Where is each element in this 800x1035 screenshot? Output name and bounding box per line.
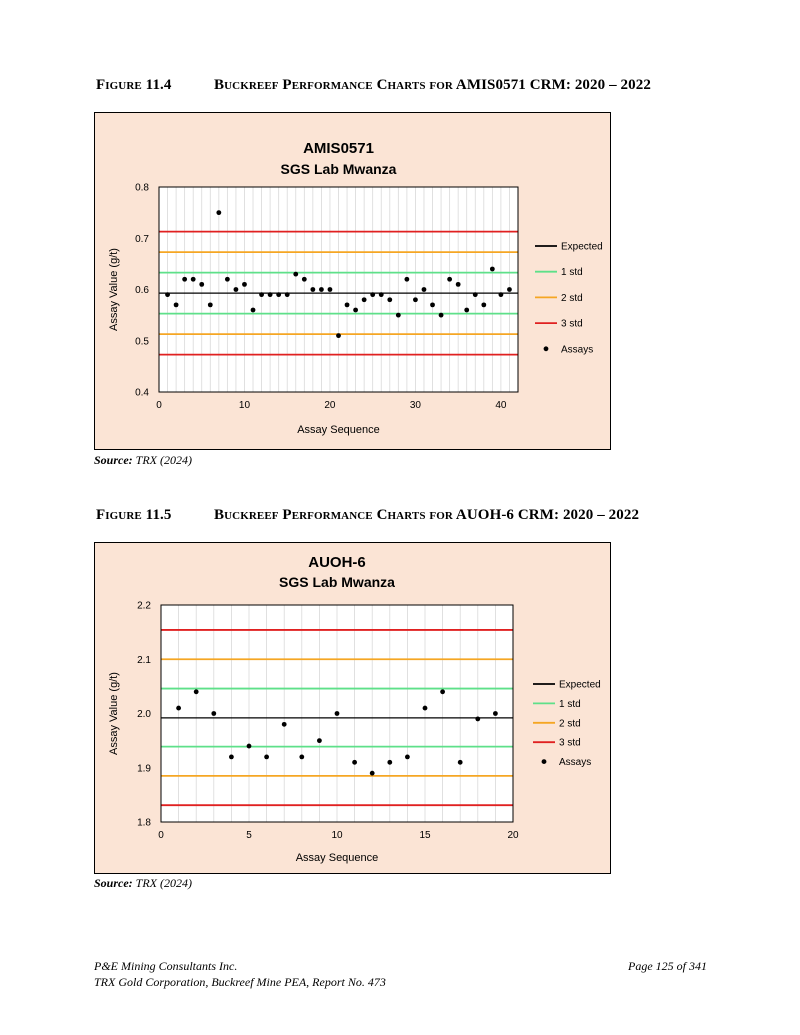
y-tick-label: 0.6 (135, 285, 149, 296)
chart-svg (95, 113, 612, 451)
data-point (473, 292, 478, 297)
data-point (208, 302, 213, 307)
y-tick-label: 0.8 (135, 182, 149, 194)
data-point (404, 277, 409, 282)
source-label: Source: (94, 453, 133, 467)
legend-label: 3 std (559, 737, 581, 749)
x-axis-label: Assay Sequence (295, 852, 379, 864)
data-point (405, 755, 410, 760)
data-point (422, 287, 427, 292)
legend-label: Expected (561, 241, 603, 253)
data-point (293, 272, 298, 277)
chart-subtitle: SGS Lab Mwanza (279, 574, 395, 590)
source-text: TRX (2024) (135, 453, 192, 467)
y-tick-label: 1.9 (137, 763, 151, 775)
x-tick-label: 20 (507, 830, 519, 841)
y-axis-label: Assay Value (g/t) (108, 672, 120, 755)
figure-title: Buckreef Performance Charts for AUOH-6 CRM: 2020 – 2022 (214, 507, 640, 523)
data-point (345, 302, 350, 307)
chart-svg (95, 543, 612, 875)
legend-label: 2 std (561, 292, 583, 304)
data-point (319, 287, 324, 292)
data-point (413, 297, 418, 302)
data-point (174, 302, 179, 307)
y-tick-label: 0.7 (135, 233, 149, 245)
data-point (242, 282, 247, 287)
x-tick-label: 40 (495, 400, 507, 411)
legend-swatch (542, 759, 547, 764)
data-point (353, 308, 358, 313)
data-point (176, 706, 181, 711)
y-tick-label: 2.2 (137, 600, 151, 612)
data-point (182, 277, 187, 282)
data-point (423, 706, 428, 711)
data-point (379, 292, 384, 297)
figure-caption-1 (96, 77, 651, 94)
y-axis-label: Assay Value (g/t) (108, 248, 120, 331)
source-note-2 (94, 876, 192, 891)
x-tick-label: 10 (331, 830, 343, 841)
legend-label: 2 std (559, 718, 581, 730)
data-point (225, 277, 230, 282)
data-point (396, 313, 401, 318)
legend-label: 1 std (561, 267, 583, 279)
data-point (499, 292, 504, 297)
data-point (302, 277, 307, 282)
data-point (352, 760, 357, 765)
legend-swatch (544, 346, 549, 351)
legend-label: Expected (559, 679, 601, 691)
figure-number: Figure 11.5 (96, 507, 172, 523)
footer-report: TRX Gold Corporation, Buckreef Mine PEA, Report No. 473 (94, 975, 386, 989)
data-point (362, 297, 367, 302)
y-tick-label: 2.0 (137, 709, 151, 720)
data-point (447, 277, 452, 282)
data-point (481, 302, 486, 307)
data-point (194, 689, 199, 694)
data-point (229, 755, 234, 760)
x-tick-label: 30 (409, 400, 421, 411)
data-point (439, 313, 444, 318)
figure-number: Figure 11.4 (96, 77, 172, 93)
data-point (299, 755, 304, 760)
data-point (328, 287, 333, 292)
y-tick-label: 0.4 (135, 387, 149, 399)
data-point (387, 760, 392, 765)
y-tick-label: 0.5 (135, 336, 149, 348)
data-point (440, 689, 445, 694)
data-point (211, 711, 216, 716)
data-point (464, 308, 469, 313)
chart-title: AUOH-6 (308, 554, 366, 571)
data-point (490, 267, 495, 272)
data-point (165, 292, 170, 297)
data-point (191, 277, 196, 282)
data-point (234, 287, 239, 292)
data-point (336, 333, 341, 338)
y-tick-label: 1.8 (137, 817, 151, 829)
legend-label: 1 std (559, 698, 581, 710)
source-text: TRX (2024) (135, 876, 192, 890)
footer-company: P&E Mining Consultants Inc. (94, 959, 238, 973)
data-point (199, 282, 204, 287)
data-point (259, 292, 264, 297)
data-point (456, 282, 461, 287)
data-point (276, 292, 281, 297)
figure-caption-2 (96, 507, 639, 524)
data-point (317, 738, 322, 743)
chart-auoh6 (94, 542, 611, 874)
x-tick-label: 0 (158, 830, 164, 841)
data-point (475, 717, 480, 722)
x-tick-label: 10 (238, 400, 251, 411)
source-label: Source: (94, 876, 133, 890)
data-point (370, 292, 375, 297)
legend-label: Assays (561, 344, 594, 356)
data-point (216, 210, 221, 215)
data-point (458, 760, 463, 765)
data-point (285, 292, 290, 297)
data-point (507, 287, 512, 292)
x-tick-label: 20 (324, 400, 336, 411)
x-tick-label: 5 (246, 830, 252, 841)
data-point (247, 744, 252, 749)
legend-label: 3 std (561, 318, 583, 330)
data-point (282, 722, 287, 727)
data-point (310, 287, 315, 292)
x-axis-label: Assay Sequence (297, 424, 380, 436)
data-point (370, 771, 375, 776)
data-point (264, 755, 269, 760)
data-point (268, 292, 273, 297)
chart-subtitle: SGS Lab Mwanza (280, 161, 397, 177)
data-point (493, 711, 498, 716)
x-tick-label: 15 (419, 830, 431, 841)
x-tick-label: 0 (156, 400, 162, 411)
source-note-1 (94, 453, 192, 468)
y-tick-label: 2.1 (137, 654, 151, 666)
chart-amis0571 (94, 112, 611, 450)
legend-label: Assays (559, 757, 592, 769)
data-point (335, 711, 340, 716)
data-point (387, 297, 392, 302)
chart-title: AMIS0571 (303, 140, 374, 157)
footer-page-number: Page 125 of 341 (628, 959, 707, 973)
figure-title: Buckreef Performance Charts for AMIS0571 CRM: 2020 – 2022 (214, 77, 651, 93)
data-point (430, 302, 435, 307)
data-point (251, 308, 256, 313)
